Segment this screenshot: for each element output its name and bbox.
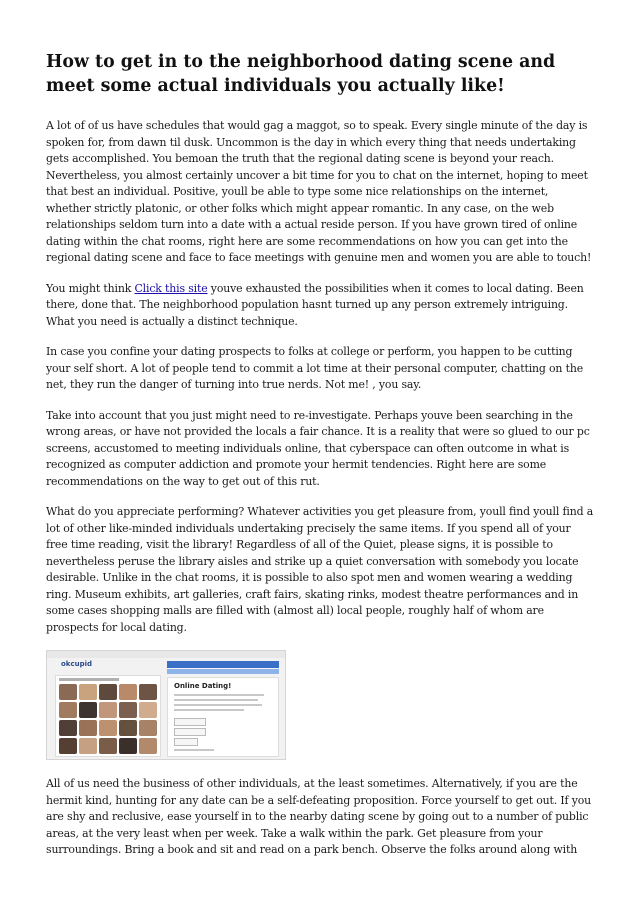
dating-site-screenshot-image bbox=[46, 650, 286, 760]
photo-thumbnail bbox=[99, 738, 117, 754]
paragraph-1: A lot of of us have schedules that would gag a maggot, so to speak. Every single minute of the day is spoken for, from dawn til dusk. Uncommon is the day in which every thing that needs undertaking gets accomplished. You bemoan the truth that the regional dating scene is beyond your reach. Nevertheless, you almost certainly uncover a bit time for you to chat on the internet, hoping to meet that best an individual. Positive, youll be able to type some nice relationships on the internet, whether strictly platonic, or other folks which might appear romantic. In any case, on the web relationships seldom turn into a date with a actual reside person. If you have grown tired of online dating within the chat rooms, right here are some recommendations on how you can get into the regional dating scene and face to face meetings with genuine men and women you are able to touch! bbox=[46, 119, 592, 264]
screenshot-logo: okcupid bbox=[61, 660, 93, 668]
photo-thumbnail bbox=[119, 702, 137, 718]
paragraph-4: Take into account that you just might need to re-investigate. Perhaps youve been searching in the wrong areas, or have not provided the locals a fair chance. It is a reality that were so glued to our pc screens, accustomed to meeting individuals online, that cyberspace can often outcome in what is recognized as computer addiction and promote your hermit tendencies. Right here are some recommendations on the way to get out of this rut. bbox=[46, 408, 590, 488]
screenshot-signup-panel bbox=[167, 677, 279, 757]
paragraph-5: What do you appreciate performing? Whatever activities you get pleasure from, youll find youll find a lot of other like-minded individuals undertaking precisely the same items. If you spend all of your free time reading, visit the library! Regardless of all of the Quiet, please signs, it is possible to nevertheless peruse the library aisles and strike up a quiet conversation with somebody you locate desirable. Unlike in the chat rooms, it is possible to also spot men and women wearing a wedding ring. Museum exhibits, art galleries, craft fairs, skating rinks, modest theatre performances and in some cases shopping malls are filled with (almost all) local people, roughly half of whom are prospects for local dating. bbox=[46, 505, 594, 634]
paragraph-2-start: You might think bbox=[46, 281, 135, 295]
photo-thumbnail bbox=[59, 702, 77, 718]
form-field bbox=[174, 718, 206, 726]
photo-thumbnail bbox=[99, 684, 117, 700]
photo-thumbnail bbox=[79, 702, 97, 718]
paragraph-2-end: youve exhausted the possibilities when it comes to local dating. Been there, done that. The neighborhood population hasnt turned up any person extremely intriguing. What you need is actually a distinct technique. bbox=[46, 281, 584, 328]
photo-thumbnail bbox=[79, 684, 97, 700]
screenshot-subnav-bar bbox=[167, 669, 279, 674]
photo-thumbnail bbox=[59, 684, 77, 700]
paragraph-3: In case you confine your dating prospects to folks at college or perform, you happen to be cutting your self short. A lot of people tend to commit a lot time at their personal computer, chatting on the net, they run the danger of turning into true nerds. Not me! , you say. bbox=[46, 345, 583, 391]
text-line bbox=[174, 709, 244, 711]
screenshot-nav-bar bbox=[167, 661, 279, 668]
click-this-site-link[interactable]: Click this site bbox=[134, 281, 208, 295]
photo-thumbnail bbox=[79, 720, 97, 736]
photo-thumbnail bbox=[139, 720, 157, 736]
document-page bbox=[46, 50, 594, 859]
screenshot-heading: Online Dating! bbox=[174, 682, 232, 690]
photo-thumbnail bbox=[119, 720, 137, 736]
text-line bbox=[174, 699, 258, 701]
photo-thumbnail bbox=[59, 738, 77, 754]
photo-thumbnail bbox=[59, 720, 77, 736]
screenshot-panel-heading bbox=[59, 678, 119, 681]
text-line bbox=[174, 694, 264, 696]
text-line bbox=[174, 704, 262, 706]
article-title: How to get in to the neighborhood dating scene and meet some actual individuals you actually like! bbox=[46, 52, 556, 96]
form-field bbox=[174, 728, 206, 736]
photo-thumbnail bbox=[99, 720, 117, 736]
photo-thumbnail bbox=[139, 738, 157, 754]
photo-thumbnail bbox=[119, 684, 137, 700]
photo-thumbnail bbox=[139, 702, 157, 718]
photo-thumbnail bbox=[79, 738, 97, 754]
photo-thumbnail bbox=[139, 684, 157, 700]
photo-thumbnail bbox=[99, 702, 117, 718]
photo-thumbnail bbox=[119, 738, 137, 754]
screenshot-photo-panel bbox=[55, 675, 161, 757]
text-line bbox=[174, 749, 214, 751]
paragraph-6: All of us need the business of other individuals, at the least sometimes. Alternatively, if you are the hermit kind, hunting for any date can be a self-defeating proposition. Force yourself to get out. If you are shy and reclusive, ease yourself in to the nearby dating scene by going out to a number of public areas, at the very least when per week. Take a walk within the park. Get pleasure from your surroundings. Bring a book and sit and read on a park bench. Observe the folks around along with bbox=[46, 777, 592, 856]
screenshot-browser-bar bbox=[47, 651, 285, 658]
form-button bbox=[174, 738, 198, 746]
paragraph-2 bbox=[46, 281, 594, 331]
screenshot-photo-grid bbox=[59, 684, 157, 754]
